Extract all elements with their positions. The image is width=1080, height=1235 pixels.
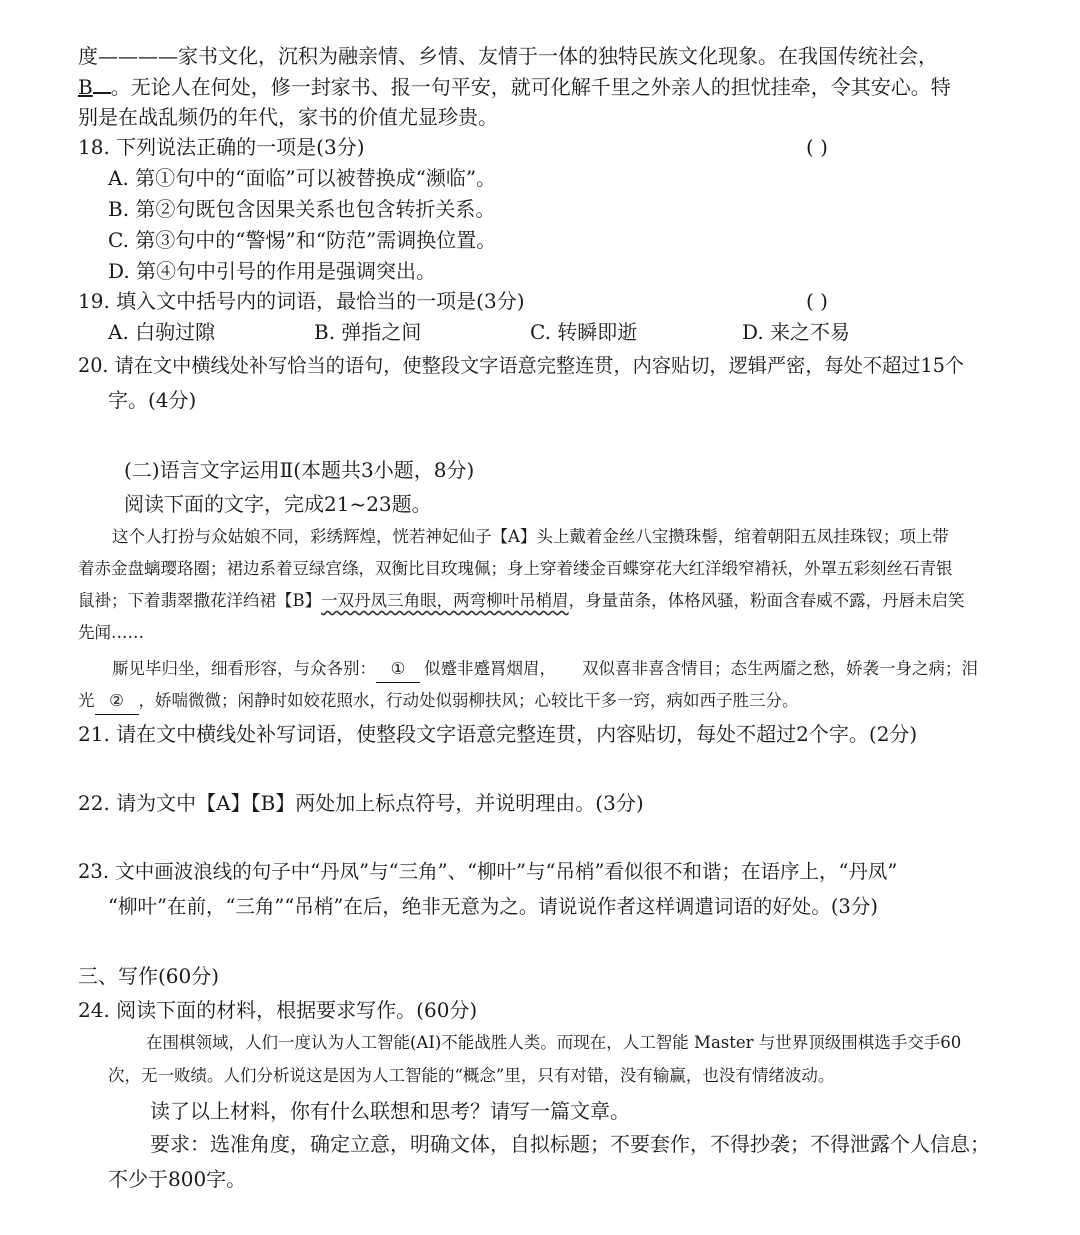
blank-b: B <box>78 75 93 99</box>
q24-requirements-line1: 要求：选准角度，确定立意，明确文体，自拟标题；不要套作，不得抄袭；不得泄露个人信息； <box>150 1132 990 1156</box>
q18-option-c: C. 第③句中的“警惕”和“防范”需调换位置。 <box>108 228 497 252</box>
passage2-p2-line1 <box>112 656 978 683</box>
blank-1: ① <box>376 656 420 683</box>
blank-2: ② <box>95 688 139 715</box>
q18-option-a: A. 第①句中的“面临”可以被替换成“濒临”。 <box>108 166 497 190</box>
q19-option-a: A. 白驹过隙 <box>108 320 216 344</box>
passage2-p2-line1-c: 双似喜非喜含情目；态生两靥之愁，娇袭一身之病；泪 <box>582 659 978 678</box>
q19-stem: 19. 填入文中括号内的词语，最恰当的一项是(3分) <box>78 289 525 313</box>
q24-prompt: 读了以上材料，你有什么联想和思考？请写一篇文章。 <box>150 1099 630 1123</box>
passage2-p2-line2-b: ，娇喘微微；闲静时如姣花照水，行动处似弱柳扶风；心较比干多一窍，病如西子胜三分。 <box>138 691 799 710</box>
q19-option-c: C. 转瞬即逝 <box>530 320 638 344</box>
passage2-p2-line1-a: 厮见毕归坐，细看形容，与众各别： <box>112 659 376 678</box>
wavy-underlined-sentence: 一双丹凤三角眼，两弯柳叶吊梢眉 <box>321 591 569 610</box>
section3-heading: 三、写作(60分) <box>78 964 220 988</box>
passage2-p1-line3-a: 鼠褂；下着翡翠撒花洋绉裙【B】 <box>78 591 322 610</box>
passage2-p1-line3-b: ，身量苗条，体格风骚，粉面含春威不露，丹唇未启笑 <box>568 591 965 610</box>
passage2-p1-line4: 先闻…… <box>78 623 144 642</box>
section2-heading: (二)语言文字运用Ⅱ(本题共3小题，8分) <box>124 458 475 482</box>
q21-stem: 21. 请在文中横线处补写词语，使整段文字语意完整连贯，内容贴切，每处不超过2个字。(2分) <box>78 722 918 746</box>
q23-line1: 23. 文中画波浪线的句子中“丹凤”与“三角”、“柳叶”与“吊梢”看似很不和谐；在语序上，“丹凤” <box>78 860 898 883</box>
passage2-p1-line2: 着赤金盘螭璎珞圈；裙边系着豆绿宫绦，双衡比目玫瑰佩；身上穿着缕金百蝶穿花大红洋缎窄褙袄，外罩五彩刻丝石青银 <box>78 559 953 578</box>
passage2-p2-line2-a: 光 <box>78 691 95 710</box>
q24-material-line1: 在围棋领域，人们一度认为人工智能(AI)不能战胜人类。而现在，人工智能 Master 与世界顶级围棋选手交手60 <box>146 1033 962 1052</box>
q18-stem: 18. 下列说法正确的一项是(3分) <box>78 135 365 159</box>
q23-line2: “柳叶”在前，“三角”“吊梢”在后，绝非无意为之。请说说作者这样调遣词语的好处。(3分) <box>108 895 878 918</box>
passage1-line2-text: 。无论人在何处，修一封家书、报一句平安，就可化解千里之外亲人的担忧挂牵，令其安心。特 <box>110 75 951 99</box>
passage1-line3: 别是在战乱频仍的年代，家书的价值尤显珍贵。 <box>78 105 498 129</box>
q24-material-line2: 次，无一败绩。人们分析说这是因为人工智能的“概念”里，只有对错，没有输赢，也没有情绪波动。 <box>108 1066 835 1085</box>
passage1-line2 <box>78 72 951 101</box>
q18-answer-paren: ( ) <box>806 135 828 159</box>
blank-underline <box>93 72 111 94</box>
q18-option-b: B. 第②句既包含因果关系也包含转折关系。 <box>108 197 496 221</box>
passage2-p1-line3 <box>78 588 965 614</box>
q19-option-b: B. 弹指之间 <box>314 320 422 344</box>
q19-answer-paren: ( ) <box>806 289 828 313</box>
section2-instruction: 阅读下面的文字，完成21~23题。 <box>124 492 432 516</box>
passage2-p2-line1-b: 似蹙非蹙罥烟眉， <box>424 659 556 678</box>
q19-option-d: D. 来之不易 <box>742 320 851 344</box>
q24-stem: 24. 阅读下面的材料，根据要求写作。(60分) <box>78 998 478 1022</box>
passage2-p2-line2 <box>78 688 799 715</box>
q22-stem: 22. 请为文中【A】【B】两处加上标点符号，并说明理由。(3分) <box>78 791 644 815</box>
q24-requirements-line2: 不少于800字。 <box>108 1167 247 1191</box>
passage1-line1: 度————家书文化，沉积为融亲情、乡情、友情于一体的独特民族文化现象。在我国传统社会， <box>78 44 938 68</box>
q18-option-d: D. 第④句中引号的作用是强调突出。 <box>108 259 437 283</box>
q20-line2: 字。(4分) <box>108 388 197 412</box>
q20-line1: 20. 请在文中横线处补写恰当的语句，使整段文字语意完整连贯，内容贴切，逻辑严密，每处不超过15个 <box>78 354 965 377</box>
passage2-p1-line1: 这个人打扮与众姑娘不同，彩绣辉煌，恍若神妃仙子【A】头上戴着金丝八宝攒珠髻，绾着朝阳五凤挂珠钗；项上带 <box>112 527 949 546</box>
